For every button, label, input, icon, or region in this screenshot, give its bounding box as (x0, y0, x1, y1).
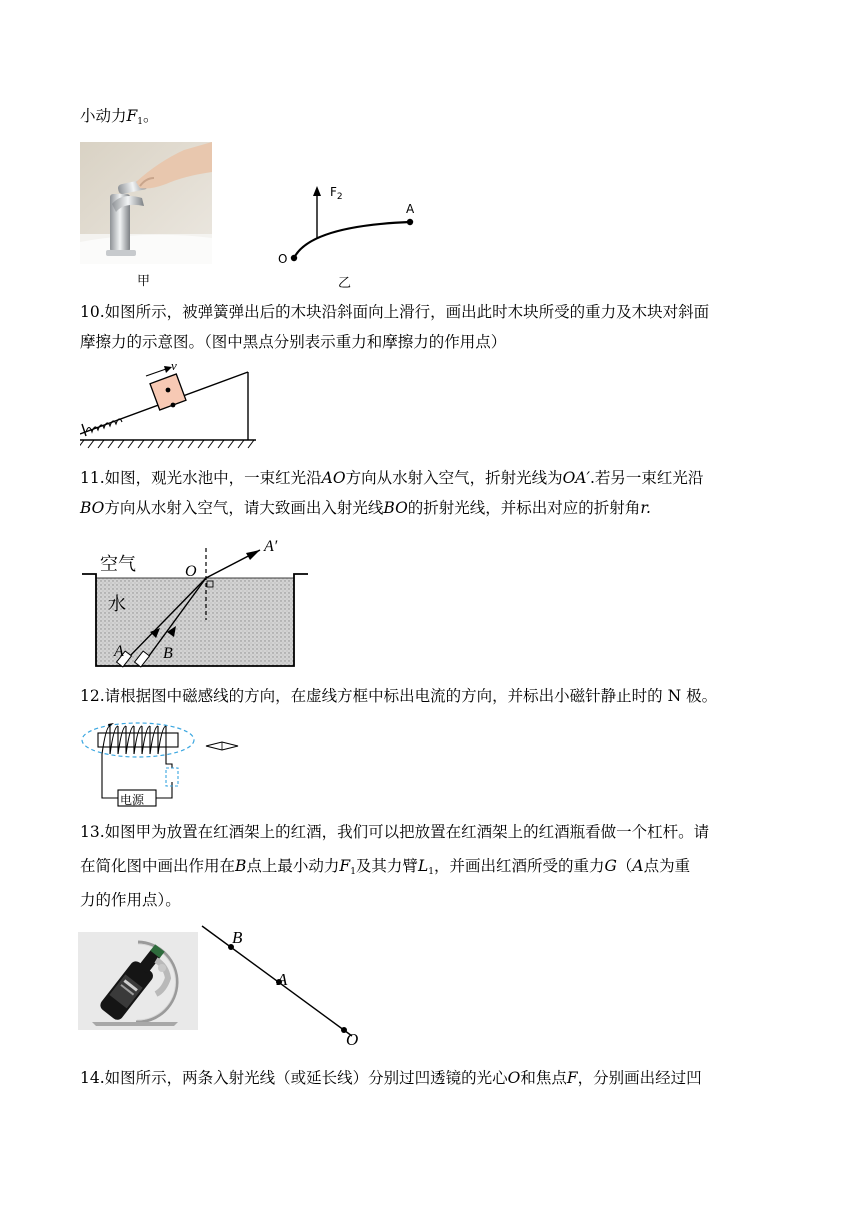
question-11-line-1: 11.如图，观光水池中，一束红光沿AO方向从水射入空气，折射光线为OA′.若另一束红光沿 (80, 469, 704, 487)
question-10-line-1: 10.如图所示，被弹簧弹出后的木块沿斜面向上滑行，画出此时木块所受的重力及木块对斜面 (80, 303, 710, 321)
label-a-wine: A (277, 970, 288, 989)
faucet-photo (80, 142, 212, 264)
label-o-pool: O (185, 563, 197, 580)
question-11-line-2: BO方向从水射入空气，请大致画出入射光线BO的折射光线，并标出对应的折射角r. (80, 499, 651, 517)
label-b-wine: B (232, 928, 243, 947)
label-air: 空气 (100, 554, 136, 575)
solenoid-diagram (80, 716, 250, 808)
label-v: v (171, 358, 177, 373)
label-o-wine: O (346, 1030, 359, 1049)
label-a-pool: A (114, 643, 124, 660)
question-12: 12.请根据图中磁感线的方向，在虚线方框中标出电流的方向，并标出小磁针静止时的 N 极。 (80, 687, 718, 705)
question-13-line-1: 13.如图甲为放置在红酒架上的红酒，我们可以把放置在红酒架上的红酒瓶看做一个杠杆。请 (80, 823, 710, 841)
question-13-line-3: 力的作用点）。 (80, 891, 181, 909)
label-b-pool: B (163, 645, 173, 662)
wine-rack-photo (78, 932, 198, 1030)
incline-diagram (80, 362, 260, 454)
caption-jia: 甲 (137, 274, 151, 289)
label-a-prime: A′ (264, 538, 278, 555)
question-10-line-2: 摩擦力的示意图。（图中黑点分别表示重力和摩擦力的作用点） (80, 333, 507, 351)
label-water: 水 (108, 594, 126, 615)
label-o-lever: O (278, 252, 288, 266)
question-14: 14.如图所示，两条入射光线（或延长线）分别过凹透镜的光心O和焦点F，分别画出经过凹 (80, 1069, 702, 1087)
lever-diagram-yi (270, 180, 430, 272)
caption-yi: 乙 (338, 276, 352, 291)
text-line-small-force: 小动力$F_1$。 (80, 107, 159, 127)
label-f2: $F_2$ (330, 185, 343, 202)
label-a-lever: A (406, 202, 415, 216)
label-power-source: 电源 (120, 793, 145, 807)
question-13-line-2: 在简化图中画出作用在B点上最小动力$F_1$及其力臂$L_1$，并画出红酒所受的重力G（A点为重 (80, 857, 691, 877)
